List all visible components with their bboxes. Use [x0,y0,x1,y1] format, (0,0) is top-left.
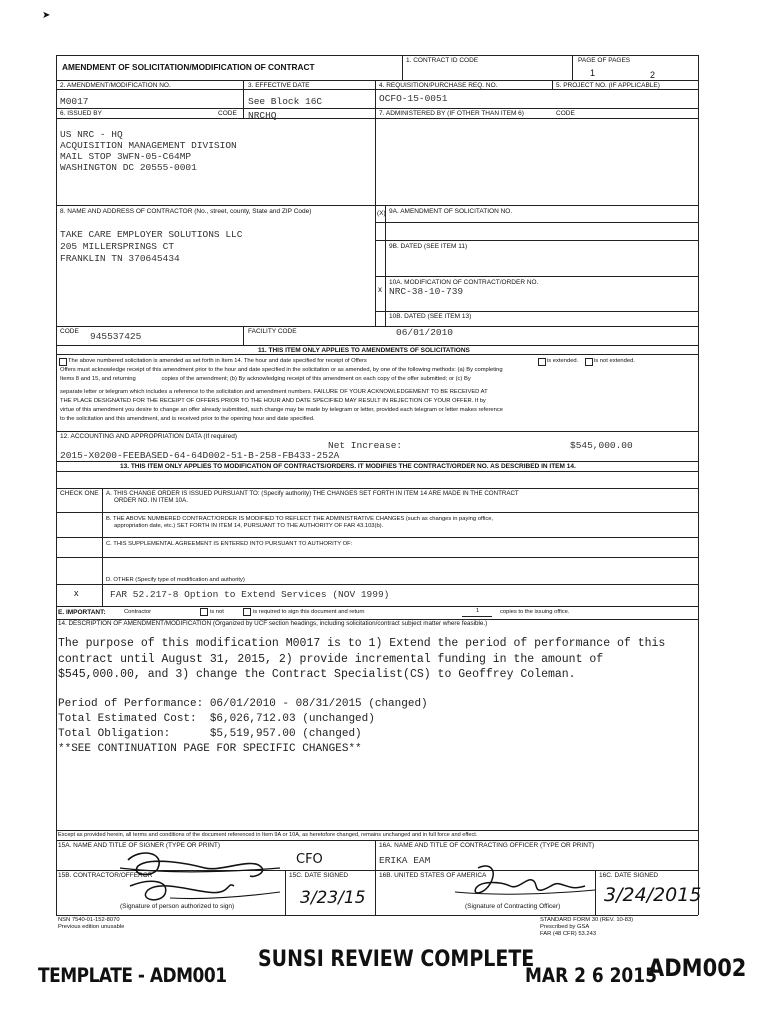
item10a-label: 10A. MODIFICATION OF CONTRACT/ORDER NO. [389,279,539,286]
description-line: Total Estimated Cost: $6,026,712.03 (unchanged) [58,713,375,725]
is-not-label: is not [210,609,224,615]
requisition-value: OCFO-15-0051 [379,93,448,104]
item10b-value: 06/01/2010 [396,327,454,338]
page-total: 2 [650,70,656,80]
issued-by-line: WASHINGTON DC 20555-0001 [60,162,197,173]
item10b-label: 10B. DATED (SEE ITEM 13) [389,313,472,320]
effective-date-value: See Block 16C [248,96,323,107]
item13a-text: A. THIS CHANGE ORDER IS ISSUED PURSUANT TO: (Specify authority) THE CHANGES SET FORTH IN ITEM 14 ARE MADE IN THE CONTRACT [106,490,519,497]
contractor-line: TAKE CARE EMPLOYER SOLUTIONS LLC [60,229,243,240]
amendment-no-value: M0017 [60,96,89,107]
item16a-label: 16A. NAME AND TITLE OF CONTRACTING OFFICER (TYPE OR PRINT) [379,842,595,849]
item11-checkbox[interactable] [59,358,67,366]
template-stamp: TEMPLATE - ADM001 [38,964,227,988]
net-increase-value: $545,000.00 [570,440,633,451]
form-title: AMENDMENT OF SOLICITATION/MODIFICATION OF CONTRACT [62,62,315,72]
net-increase-label: Net Increase: [328,440,403,451]
item13b-text2: appropriation date, etc.) SET FORTH IN ITEM 14, PURSUANT TO THE AUTHORITY OF FAR 43.103(b). [114,523,384,529]
item10-mark: x [378,285,382,294]
sunsi-stamp: SUNSI REVIEW COMPLETE [258,946,535,972]
issued-by-line: US NRC - HQ [60,129,123,140]
contractor-line: FRANKLIN TN 370645434 [60,253,180,264]
item16b-label: 16B. UNITED STATES OF AMERICA [379,872,487,879]
item9a-label: 9A. AMENDMENT OF SOLICITATION NO. [389,208,513,215]
item13c-text: C. THIS SUPPLEMENTAL AGREEMENT IS ENTERED INTO PURSUANT TO AUTHORITY OF: [106,541,353,547]
item11-line: Items 8 and 15, and returning copies of the amendment; (b) By acknowledging receipt of this amendment on each copy of the offer submitted; or (c) By [60,376,471,382]
important-label: E. IMPORTANT: [58,609,106,616]
item15b-label: 15B. CONTRACTOR/OFFEROR [58,872,153,879]
important-contractor: Contractor [124,609,152,615]
copies-value: 1 [476,608,480,614]
extended-label: is extended. [547,358,579,364]
item9-mark: (X) [377,210,386,217]
item16b-sub: (Signature of Contracting Officer) [465,903,561,910]
is-required-checkbox[interactable] [243,608,251,616]
issued-by-label: 6. ISSUED BY [60,110,102,117]
item15b-sub: (Signature of person authorized to sign) [120,903,235,910]
item11-line: to the solicitation and this amendment, and is received prior to the opening hour and date specified. [60,416,315,422]
item11-line: separate letter or telegram which includes a reference to the solicitation and amendment numbers. FAILURE OF YOUR ACKNOWLEDGEMENT TO BE RECEIVED AT [60,389,488,395]
extended-checkbox[interactable] [538,358,546,366]
is-not-checkbox[interactable] [200,608,208,616]
description-line: **SEE CONTINUATION PAGE FOR SPECIFIC CHANGES** [58,743,362,755]
item11-line: The above numbered solicitation is amended as set forth in Item 14. The hour and date specified for receipt of Offers [68,358,367,364]
contractor-line: 205 MILLERSPRINGS CT [60,241,175,252]
page-number: 1 [590,68,596,78]
description-line: The purpose of this modification M0017 is to 1) Extend the period of performance of this [58,637,666,650]
administered-by-label: 7. ADMINISTERED BY (IF OTHER THAN ITEM 6) [379,110,524,117]
item15a-value: CFO [296,852,323,867]
check-one-label: CHECK ONE [60,490,99,497]
item13d-value: FAR 52.217-8 Option to Extend Services (NOV 1999) [110,589,390,600]
contract-id-label: 1. CONTRACT ID CODE [406,57,479,64]
item13a-text2: ORDER NO. IN ITEM 10A. [114,497,188,504]
officer-signature [450,860,600,905]
contractor-code-label: CODE [60,328,79,335]
item15c-value: 3/23/15 [300,888,366,908]
item12-label: 12. ACCOUNTING AND APPROPRIATION DATA (If required) [60,433,237,440]
facility-code-label: FACILITY CODE [248,328,297,335]
is-required-label: is required to sign this document and return [253,609,365,615]
item11-line: Offers must acknowledge receipt of this amendment prior to the hour and date specified in the solicitation or as amended, by one of the following methods: (a) By completing [60,367,503,373]
issued-code-label: CODE [218,110,237,117]
item16c-label: 16C. DATE SIGNED [599,872,659,879]
amendment-no-label: 2. AMENDMENT/MODIFICATION NO. [60,82,171,89]
date-stamp: MAR 2 6 2015 [525,964,657,988]
item11-line: virtue of this amendment you desire to change an offer already submitted, such change may be made by telegram or letter, provided each telegram or letter makes reference [60,407,503,413]
description-line: Period of Performance: 06/01/2010 - 08/31/2015 (changed) [58,698,428,710]
adm-stamp: ADM002 [648,954,747,982]
item9b-label: 9B. DATED (SEE ITEM 11) [389,243,468,250]
project-no-label: 5. PROJECT NO. (IF APPLICABLE) [556,82,660,89]
description-line: contract until August 31, 2015, 2) provide incremental funding in the amount of [58,653,604,666]
prescribed-text: Prescribed by GSA [540,924,590,930]
item11-line: THE PLACE DESIGNATED FOR THE RECEIPT OF OFFERS PRIOR TO THE HOUR AND DATE SPECIFIED MAY RESULT IN REJECTION OF YOUR OFFER. If by [60,398,486,404]
issued-by-line: ACQUISITION MANAGEMENT DIVISION [60,140,237,151]
issued-by-line: MAIL STOP 3WFN-05-C64MP [60,151,192,162]
requisition-label: 4. REQUISITION/PURCHASE REQ. NO. [379,82,498,89]
item16c-value: 3/24/2015 [604,884,702,906]
not-extended-checkbox[interactable] [585,358,593,366]
contractor-label: 8. NAME AND ADDRESS OF CONTRACTOR (No., street, county, State and ZIP Code) [60,208,312,215]
copies-text: copies to the issuing office. [500,609,570,615]
item10a-value: NRC-38-10-739 [389,286,464,297]
description-line: Total Obligation: $5,519,957.00 (changed) [58,728,362,740]
item14-label: 14. DESCRIPTION OF AMENDMENT/MODIFICATION (Organized by UCF section headings, including solicitation/contract subject matter where feasible.) [58,620,488,627]
item13-title: 13. THIS ITEM ONLY APPLIES TO MODIFICATION OF CONTRACTS/ORDERS. IT MODIFIES THE CONTRACT/ORDER NO. AS DESCRIBED IN ITEM 14. [120,463,576,470]
item13b-text: B. THE ABOVE NUMBERED CONTRACT/ORDER IS MODIFIED TO REFLECT THE ADMINISTRATIVE CHANGES (such as changes in paying office, [106,516,494,522]
description-line: $545,000.00, and 3) change the Contract Specialist(CS) to Geoffrey Coleman. [58,668,576,681]
item15a-label: 15A. NAME AND TITLE OF SIGNER (TYPE OR PRINT) [58,842,221,849]
effective-date-label: 3. EFFECTIVE DATE [248,82,310,89]
item15c-label: 15C. DATE SIGNED [289,872,349,879]
issued-code-value: NRCHQ [248,110,277,121]
contractor-signature [110,838,290,908]
except-text: Except as provided herein, all terms and conditions of the document referenced in Item 9A or 10A, as heretofore changed, remains unchanged and in full force and effect. [58,832,478,838]
scan-mark: ➤ [42,10,51,21]
item16a-value: ERIKA EAM [379,855,431,866]
not-extended-label: is not extended. [594,358,635,364]
far-text: FAR (48 CFR) 53.243 [540,931,597,937]
page-label: PAGE OF PAGES [578,57,631,64]
previous-edition-text: Previous edition unusable [58,924,125,930]
item13d-mark: x [74,588,79,598]
nsn-text: NSN 7540-01-152-8070 [58,917,120,923]
contractor-code-value: 945537425 [90,331,142,342]
item13d-text: D. OTHER (Specify type of modification and authority) [106,577,245,583]
item11-title: 11. THIS ITEM ONLY APPLIES TO AMENDMENTS OF SOLICITATIONS [258,347,470,354]
standard-form-text: STANDARD FORM 30 (REV. 10-83) [540,917,634,923]
accounting-line: 2015-X0200-FEEBASED-64-64D002-51-B-258-FB433-252A [60,450,340,461]
admin-code-label: CODE [556,110,575,117]
